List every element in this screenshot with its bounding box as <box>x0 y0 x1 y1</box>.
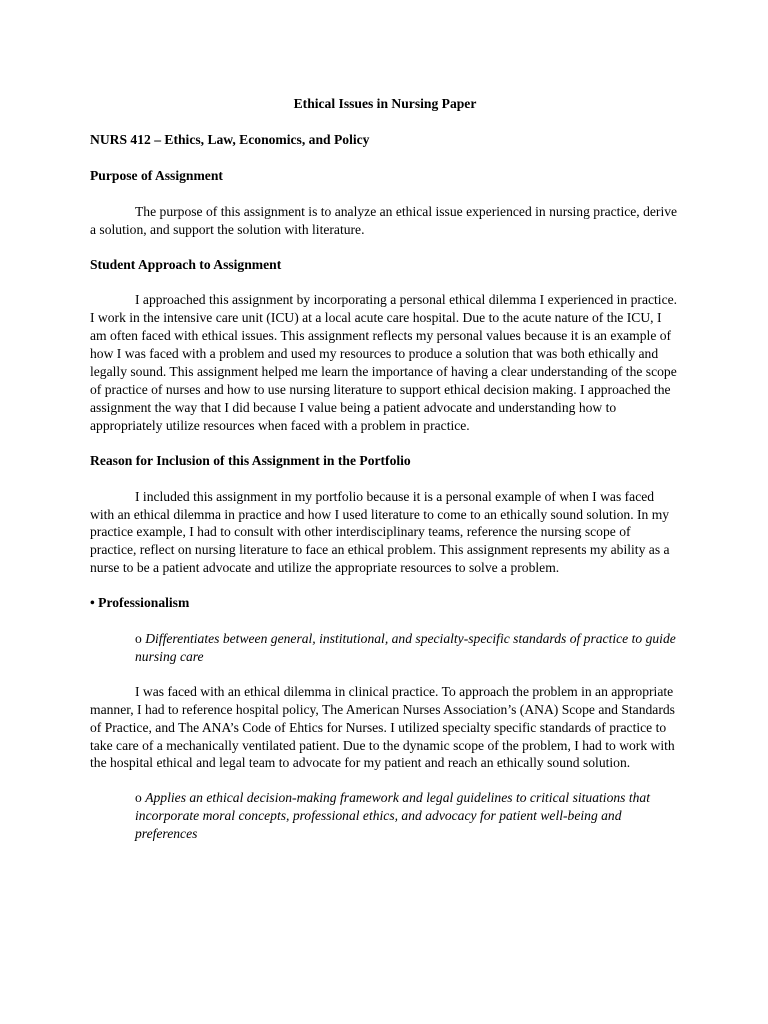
reason-heading: Reason for Inclusion of this Assignment in the Portfolio <box>90 452 411 468</box>
purpose-heading: Purpose of Assignment <box>90 167 223 183</box>
approach-paragraph: I approached this assignment by incorporating a personal ethical dilemma I experienced in practice. I work in the intensive care unit (ICU) at a local acute care hospital. Due to the acute nature of the ICU, I am often faced with ethical issues. This assignment reflects my personal values because it is an example of how I was faced with a problem and used my resources to produce a solution that was both ethically and legally sound. This assignment helped me learn the importance of having a clear understanding of the scope of practice of nurses and how to use nursing literature to support ethical decision making. I approached the assignment the way that I did because I value being a patient advocate and understanding how to appropriately utilize resources when faced with a problem in practice. <box>90 292 678 433</box>
competency-item-ethics-framework <box>135 789 680 843</box>
document-page <box>90 95 680 860</box>
professionalism-heading: • Professionalism <box>90 595 190 611</box>
course-heading: NURS 412 – Ethics, Law, Economics, and Policy <box>90 131 370 147</box>
competency-text-ethics-framework: Applies an ethical decision-making framework and legal guidelines to critical situations that incorporate moral concepts, professional ethics, and advocacy for patient well-being and preferences <box>135 790 650 842</box>
competency-text-standards: Differentiates between general, institutional, and specialty-specific standards of practice to guide nursing care <box>135 631 676 664</box>
competency-item-standards <box>135 630 680 666</box>
document-title: Ethical Issues in Nursing Paper <box>293 96 477 111</box>
sub-bullet-marker: o <box>135 631 142 647</box>
approach-heading: Student Approach to Assignment <box>90 256 282 272</box>
purpose-paragraph: The purpose of this assignment is to analyze an ethical issue experienced in nursing practice, derive a solution, and support the solution with literature. <box>90 203 678 237</box>
reason-paragraph: I included this assignment in my portfolio because it is a personal example of when I was faced with an ethical dilemma in practice and how I used literature to come to an ethically sound solution. In my practice example, I had to consult with other interdisciplinary teams, reference the nursing scope of practice, reflect on nursing literature to face an ethical problem. This assignment represents my ability as a nurse to be a patient advocate and utilize the appropriate resources to solve a problem. <box>90 488 670 576</box>
standards-paragraph: I was faced with an ethical dilemma in clinical practice. To approach the problem in an appropriate manner, I had to reference hospital policy, The American Nurses Association’s (ANA) Scope and Standards of Practice, and The ANA’s Code of Ehtics for Nurses. I utilized specialty specific standards of practice to take care of a mechanically ventilated patient. Due to the dynamic scope of the problem, I had to work with the hospital ethical and legal team to advocate for my patient and reach an ethically sound solution. <box>90 683 675 771</box>
sub-bullet-marker: o <box>135 790 142 806</box>
